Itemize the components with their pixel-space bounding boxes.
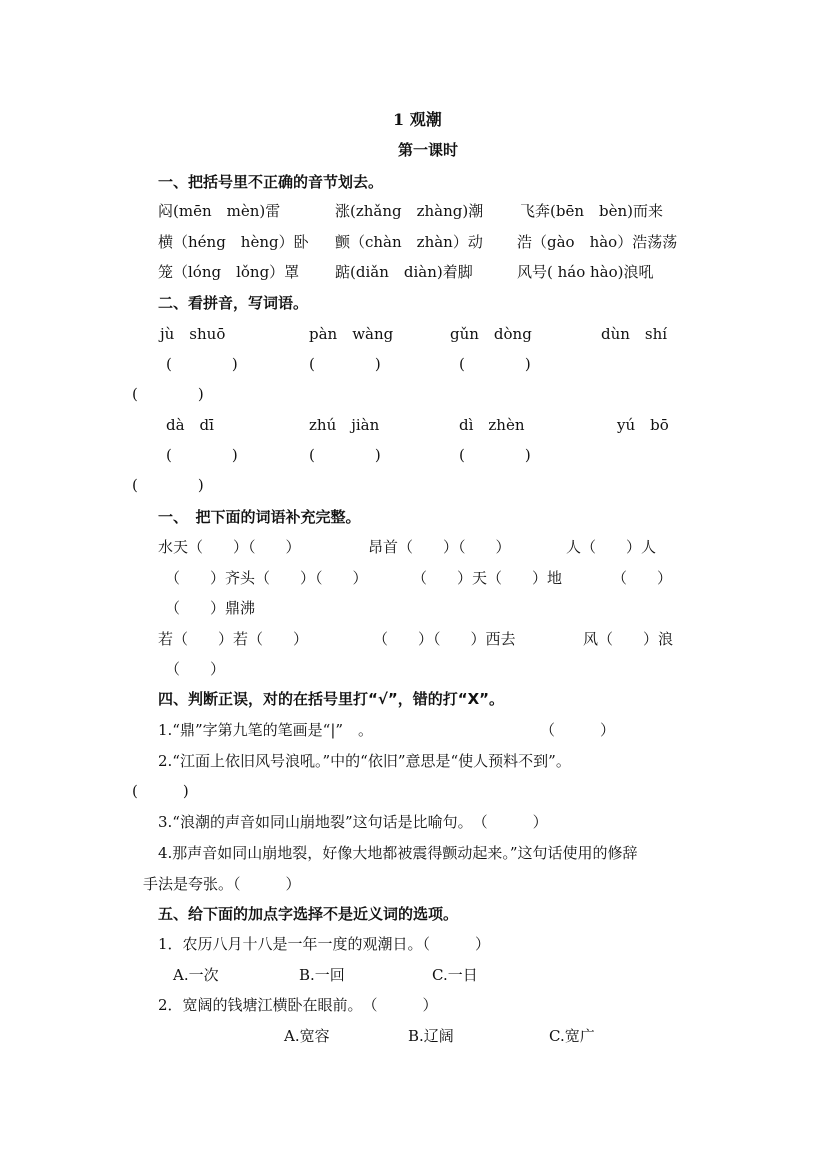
s1-item: 风号( háo hào)浪吼 xyxy=(517,263,654,281)
s3-item: （ ）鼎沸 xyxy=(165,599,256,617)
section-1-heading: 一、把括号里不正确的音节划去。 xyxy=(158,173,384,191)
page-title: 1 观潮 xyxy=(393,110,442,129)
pinyin: dà dī xyxy=(166,416,214,434)
judgement-question: 3.“浪潮的声音如同山崩地裂”这句话是比喻句。 （ ） xyxy=(158,813,548,831)
choice-option[interactable]: B.辽阔 xyxy=(408,1027,454,1045)
answer-blank[interactable]: ( ) xyxy=(166,355,238,373)
answer-blank[interactable]: ( ) xyxy=(309,355,381,373)
answer-blank[interactable]: ( ) xyxy=(309,446,381,464)
s3-item: （ ）齐头（ ）（ ） xyxy=(165,569,368,587)
s1-item: 涨(zhǎng zhàng)潮 xyxy=(335,202,484,220)
s3-item: 若（ ）若（ ） xyxy=(158,630,309,648)
answer-blank[interactable]: ( ) xyxy=(166,446,238,464)
choice-option[interactable]: B.一回 xyxy=(299,966,345,984)
choice-option[interactable]: A.一次 xyxy=(173,966,219,984)
s3-item: （ ）天（ ）地 xyxy=(412,569,563,587)
pinyin: jù shuō xyxy=(160,325,226,343)
answer-blank[interactable]: ( ) xyxy=(132,476,204,494)
s3-item: （ ） xyxy=(165,660,226,678)
answer-blank[interactable]: ( ) xyxy=(459,446,531,464)
choice-question: 2．宽阔的钱塘江横卧在眼前。 （ ） xyxy=(158,996,438,1014)
answer-blank[interactable]: ( ) xyxy=(459,355,531,373)
s1-item: 闷(mēn mèn)雷 xyxy=(158,202,281,220)
s1-item: 飞奔(bēn bèn)而来 xyxy=(520,202,663,220)
choice-question: 1．农历八月十八是一年一度的观潮日。（ ） xyxy=(158,935,491,953)
section-5-heading: 五、给下面的加点字选择不是近义词的选项。 xyxy=(158,905,459,923)
page-subtitle: 第一课时 xyxy=(398,141,459,159)
s1-item: 笼（lóng lǒng）罩 xyxy=(158,263,300,281)
pinyin: dùn shí xyxy=(601,325,668,343)
judgement-question: 2.“江面上依旧风号浪吼。”中的“依旧”意思是“使人预料不到”。 xyxy=(158,752,571,770)
judgement-question: 4.那声音如同山崩地裂，好像大地都被震得颤动起来。”这句话使用的修辞 xyxy=(158,844,638,862)
section-4-heading: 四、判断正误，对的在括号里打“√”，错的打“X”。 xyxy=(158,690,505,708)
answer-blank[interactable]: ( ) xyxy=(132,385,204,403)
s3-item: 昂首（ ）（ ） xyxy=(368,538,511,556)
s1-item: 浩（gào hào）浩荡荡 xyxy=(517,233,678,251)
pinyin: dì zhèn xyxy=(459,416,525,434)
answer-blank[interactable]: （ ） xyxy=(540,721,616,739)
choice-option[interactable]: A.宽容 xyxy=(284,1027,330,1045)
s3-item: 人（ ）人 xyxy=(566,538,657,556)
pinyin: yú bō xyxy=(617,416,669,434)
judgement-question: 1.“鼎”字第九笔的笔画是“|” 。 xyxy=(158,721,374,739)
choice-option[interactable]: C.一日 xyxy=(432,966,478,984)
section-3-heading: 一、 把下面的词语补充完整。 xyxy=(158,508,361,526)
s1-item: 横（héng hèng）卧 xyxy=(158,233,309,251)
s3-item: 风（ ）浪 xyxy=(583,630,674,648)
s3-item: 水天（ ）（ ） xyxy=(158,538,301,556)
pinyin: zhú jiàn xyxy=(309,416,380,434)
s3-item: （ ）（ ）西去 xyxy=(373,630,516,648)
pinyin: gǔn dòng xyxy=(450,325,532,343)
pinyin: pàn wàng xyxy=(309,325,394,343)
s1-item: 踮(diǎn diàn)着脚 xyxy=(335,263,473,281)
answer-blank[interactable]: ( ) xyxy=(132,782,189,800)
choice-option[interactable]: C.宽广 xyxy=(549,1027,595,1045)
section-2-heading: 二、看拼音，写词语。 xyxy=(158,294,309,312)
judgement-question: 手法是夸张。（ ） xyxy=(143,875,301,893)
s1-item: 颤（chàn zhàn）动 xyxy=(335,233,483,251)
s3-item: （ ） xyxy=(612,569,673,587)
